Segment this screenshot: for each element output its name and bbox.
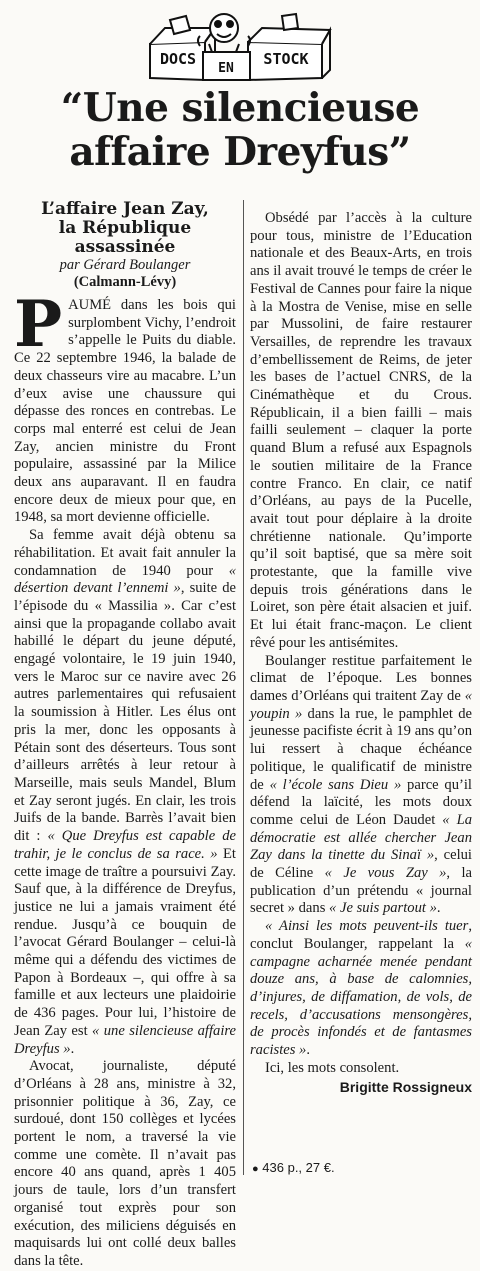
p5-quote-c: « La démocratie est allée chercher Jean Zay dans la tinette du Sinaï » xyxy=(250,811,473,864)
book-title-line-1: L’affaire Jean Zay, xyxy=(41,199,209,219)
headline-line-2: affaire Dreyfus” xyxy=(69,129,411,175)
p6-text-a: , conclut Boulanger, rappelant la xyxy=(250,918,472,952)
paragraph-4: Obsédé par l’accès à la culture pour tous, ministre de l’Education nationale et des Beaux-Arts, en trois ans il avait trouvé le temps de créer le Festival de Cannes pour faire la nique à la Mostra de Venise, mise en selle par Mussolini, de faire restaurer Versailles, de reprendre les travaux d’embellissement de Reims, de jeter les bases de l’actuel CNRS, de la Cinémathèque et du Crous. Républicain, il a bien failli – mais failli seulement – claquer la porte quand Blum a refusé aux Espagnols le soutien militaire de la France contre Franco. En clair, ce natif d’Orléans, au pays de la Pucelle, avait tout pour déplaire à la droite chrétienne nationale. Qu’importe qu’il soit baptisé, que sa mère soit protestante, que la famille vive depuis trois générations dans le Loiret, son père était alsacien et juif. Et lui était franc-maçon. Le client rêvé pour les antisémites. xyxy=(250,210,472,651)
p5-text-a: Boulanger restitue parfaitement le climat de l’époque. Les bonnes dames d’Orléans qui traitent Zay de xyxy=(250,652,472,704)
price-text: 436 p., 27 €. xyxy=(262,1160,335,1175)
p6-text-b: . xyxy=(306,1042,311,1059)
p5-text-b: dans la rue, le pamphlet de jeunesse pacifiste écrit à 19 ans qu’on lui ressert à chaque échéance politique, le qualificatif de ministre de xyxy=(250,705,472,793)
book-publisher: (Calmann-Lévy) xyxy=(73,274,177,290)
author-signature: Brigitte Rossigneux xyxy=(339,1079,472,1096)
rubric-middle-label: EN xyxy=(218,61,234,76)
p2-quote-a: « désertion devant l’ennemi » xyxy=(14,562,236,597)
p2-text-c: Et cette image de traître a poursuivi Zay. Sauf que, à la différence de Dreyfus, justice ne lui a jamais vraiment été rendue. Jusqu’à ce bouquin de l’avocat Gérard Boulanger – celui-là même qui a défendu des victimes de Papon à Bordeaux –, qui offre à sa famille et aux lecteurs une plaidoirie de 436 pages. Pour lui, l’histoire de Jean Zay est xyxy=(14,845,236,1039)
rubric-drawing-icon xyxy=(0,6,480,84)
p5-quote-e: « Je suis partout » xyxy=(329,900,437,917)
docs-en-stock-rubric xyxy=(0,6,480,84)
rubric-right-label: STOCK xyxy=(263,50,309,68)
book-title-line-2: la République xyxy=(58,218,192,238)
p2-text-a: Sa femme avait déjà obtenu sa réhabilitation. Et avait fait annuler la condamnation de 1940 pour xyxy=(14,527,236,579)
paragraph-7: Ici, les mots consolent. xyxy=(265,1059,400,1076)
p2-quote-c: « une silencieuse affaire Dreyfus » xyxy=(14,1022,236,1057)
book-price xyxy=(252,1160,335,1175)
p6-quote-b: « campagne acharnée menée pendant douze ans, à base de calomnies, d’injures, de diffamation, de vols, de recels, d’accusations mensongères, de procès infondés et de fantasmes racistes » xyxy=(250,935,472,1059)
paragraph-2 xyxy=(14,527,236,1058)
p2-quote-b: « Que Dreyfus est capable de trahir, je le conclus de sa race. » xyxy=(14,828,236,862)
paragraph-1-text: dans les bois qui surplombent Vichy, l’endroit s’appelle le Puits du diable. Ce 22 septembre 1946, la balade de deux chasseurs vire au macabre. L’un d’eux avise une chaussure qui dépasse des ronces en contrebas. Le corps mal enterré est celui de Jean Zay, ancien ministre du Front populaire, assassiné par la Milice deux ans auparavant. Il en faudra encore deux de mieux pour que, en 1948, sa mort devienne officielle. xyxy=(14,297,236,526)
bullet-icon: ● xyxy=(252,1163,259,1175)
article-headline xyxy=(0,86,480,174)
headline-line-1: “Une silencieuse xyxy=(60,85,420,131)
p5-text-f: . xyxy=(436,900,441,917)
paragraph-6 xyxy=(250,918,472,1060)
p2-text-b: , suite de l’épisode du « Massilia ». Car c’est ainsi que la propagande collabo avait habillé le départ du jeune député, engagé volontaire, le 19 juin 1940, vers le Maroc sur ce navire avec 26 autres parlementaires qui refusaient la soumission à Hitler. Les élus ont pris la mer, donc les opposants à Pétain sont des déserteurs. Tous sont d’ailleurs arrêtés à leur retour à Marseille, mais seuls Mandel, Blum et Zay seront jugés. En clair, les trois Juifs de la bande. Barrès l’avait bien dit : xyxy=(14,580,236,845)
p5-quote-d: « Je vous Zay » xyxy=(324,865,447,882)
rubric-left-label: DOCS xyxy=(159,50,197,68)
book-title-line-3: assassinée xyxy=(74,237,176,257)
p5-text-e: , la publication d’un prétendu « journal secret » dans xyxy=(250,865,472,917)
paragraph-1 xyxy=(14,287,236,527)
p5-text-c: parce qu’il défend la laïcité, les mots doux comme celui de Léon Daudet xyxy=(250,776,472,828)
left-column xyxy=(14,198,236,1271)
right-column xyxy=(250,210,472,1097)
book-byline: par Gérard Boulanger xyxy=(59,257,191,273)
p6-quote-a: « Ainsi les mots peuvent-ils tuer xyxy=(265,918,469,935)
p5-text-d: , celui de Céline xyxy=(250,847,472,882)
paragraph-3: Avocat, journaliste, député d’Orléans à 28 ans, ministre à 32, prisonnier politique à 36, Zay, ce surdoué, dont 150 collèges et lycées portent le nom, a traversé la vie comme une comète. Il n’avait pas encore 40 ans quand, après 1 405 jours de taule, lors d’un transfert organisé tout exprès pour son exécution, des miliciens déguisés en maquisards lui ont collé deux balles dans la tête. xyxy=(14,1058,236,1269)
drop-cap: P xyxy=(14,287,63,362)
p2-text-d: . xyxy=(70,1040,75,1057)
p5-quote-b: « l’école sans Dieu » xyxy=(269,776,402,793)
paragraph-5 xyxy=(250,653,472,919)
column-divider xyxy=(243,200,244,1175)
book-title xyxy=(14,200,236,257)
p5-quote-a: « youpin » xyxy=(250,687,472,722)
lead-word: AUMÉ xyxy=(68,297,112,313)
